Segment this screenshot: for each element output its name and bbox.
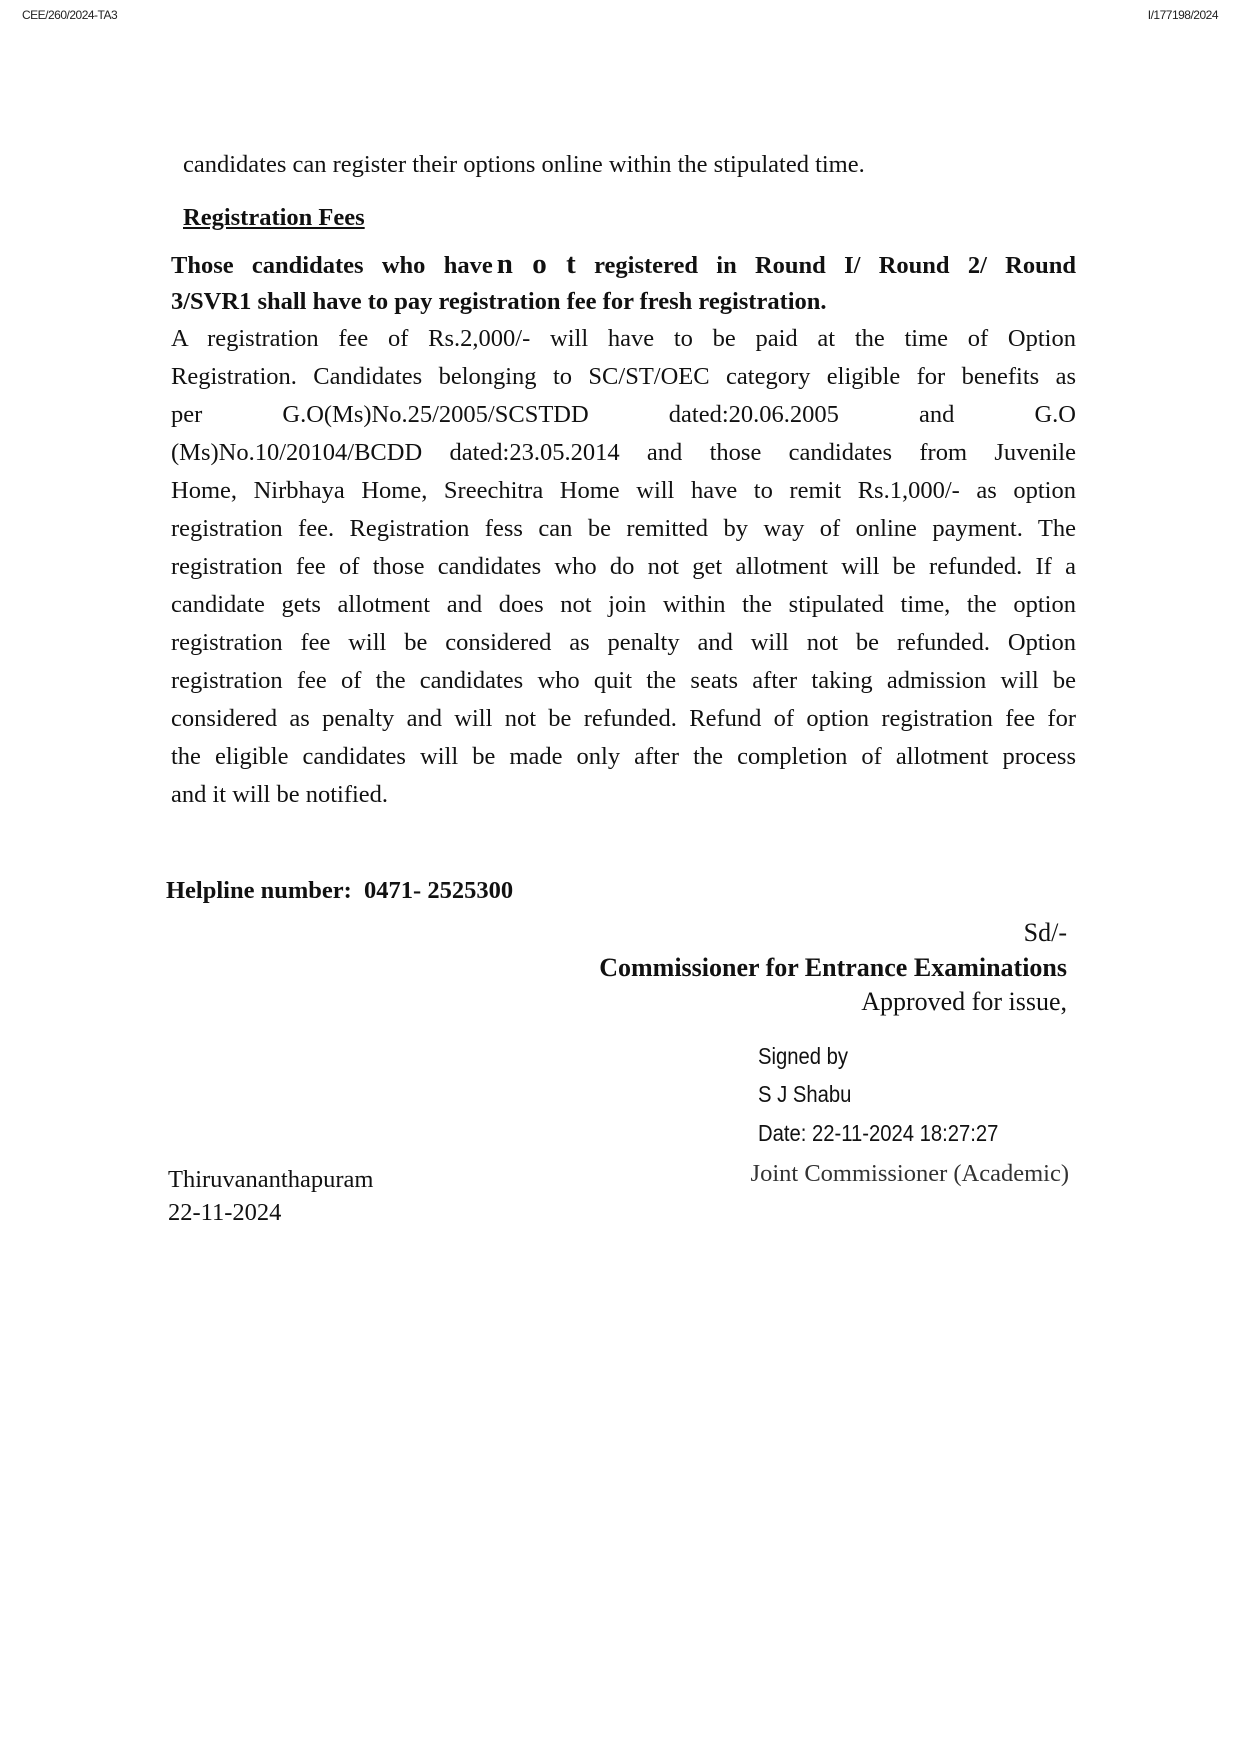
signer-name: S J Shabu — [758, 1081, 852, 1107]
helpline-number: 0471- 2525300 — [364, 877, 514, 904]
commissioner-title: Commissioner for Entrance Examinations — [599, 953, 1067, 982]
sd-mark: Sd/- — [1023, 918, 1067, 947]
body-line: registration fee of the candidates who quit the seats after taking admission will be — [171, 667, 1076, 694]
body-line: the eligible candidates will be made only after the completion of allotment process — [171, 743, 1076, 770]
doc-ref-right: I/177198/2024 — [1147, 8, 1218, 22]
helpline-label: Helpline number: — [166, 877, 352, 904]
body-line: (Ms)No.10/20104/BCDD dated:23.05.2014 and those candidates from Juvenile — [171, 439, 1076, 466]
bold-text: registered in Round I/ Round 2/ Round — [594, 252, 1076, 279]
designation: Joint Commissioner (Academic) — [750, 1160, 1069, 1187]
signed-by: Signed by — [758, 1043, 849, 1069]
bold-para-line-2: 3/SVR1 shall have to pay registration fee for fresh registration. — [171, 288, 827, 315]
bold-para-line-1 — [171, 250, 1076, 280]
bold-text: Those candidates who have — [171, 252, 493, 279]
issue-date: 22-11-2024 — [168, 1199, 282, 1226]
body-line: per G.O(Ms)No.25/2005/SCSTDD dated:20.06.2005 and G.O — [171, 401, 1076, 428]
intro-line: candidates can register their options online within the stipulated time. — [183, 151, 865, 178]
place: Thiruvananthapuram — [168, 1166, 374, 1193]
helpline — [166, 877, 513, 905]
body-line: A registration fee of Rs.2,000/- will have to be paid at the time of Option — [171, 325, 1076, 352]
section-title: Registration Fees — [183, 204, 365, 231]
body-line: registration fee. Registration fess can be remitted by way of online payment. The — [171, 515, 1076, 542]
body-line: and it will be notified. — [171, 781, 389, 808]
body-line: Home, Nirbhaya Home, Sreechitra Home will have to remit Rs.1,000/- as option — [171, 477, 1076, 504]
body-line: Registration. Candidates belonging to SC/ST/OEC category eligible for benefits as — [171, 363, 1076, 390]
body-line: registration fee will be considered as penalty and will not be refunded. Option — [171, 629, 1076, 656]
signed-date: Date: 22-11-2024 18:27:27 — [758, 1120, 999, 1146]
emphasis-not: n o t — [496, 248, 576, 280]
body-line: registration fee of those candidates who do not get allotment will be refunded. If a — [171, 553, 1076, 580]
approved-for-issue: Approved for issue, — [861, 987, 1067, 1016]
body-line: candidate gets allotment and does not join within the stipulated time, the option — [171, 591, 1076, 618]
body-line: considered as penalty and will not be refunded. Refund of option registration fee for — [171, 705, 1076, 732]
doc-ref-left: CEE/260/2024-TA3 — [22, 8, 118, 22]
